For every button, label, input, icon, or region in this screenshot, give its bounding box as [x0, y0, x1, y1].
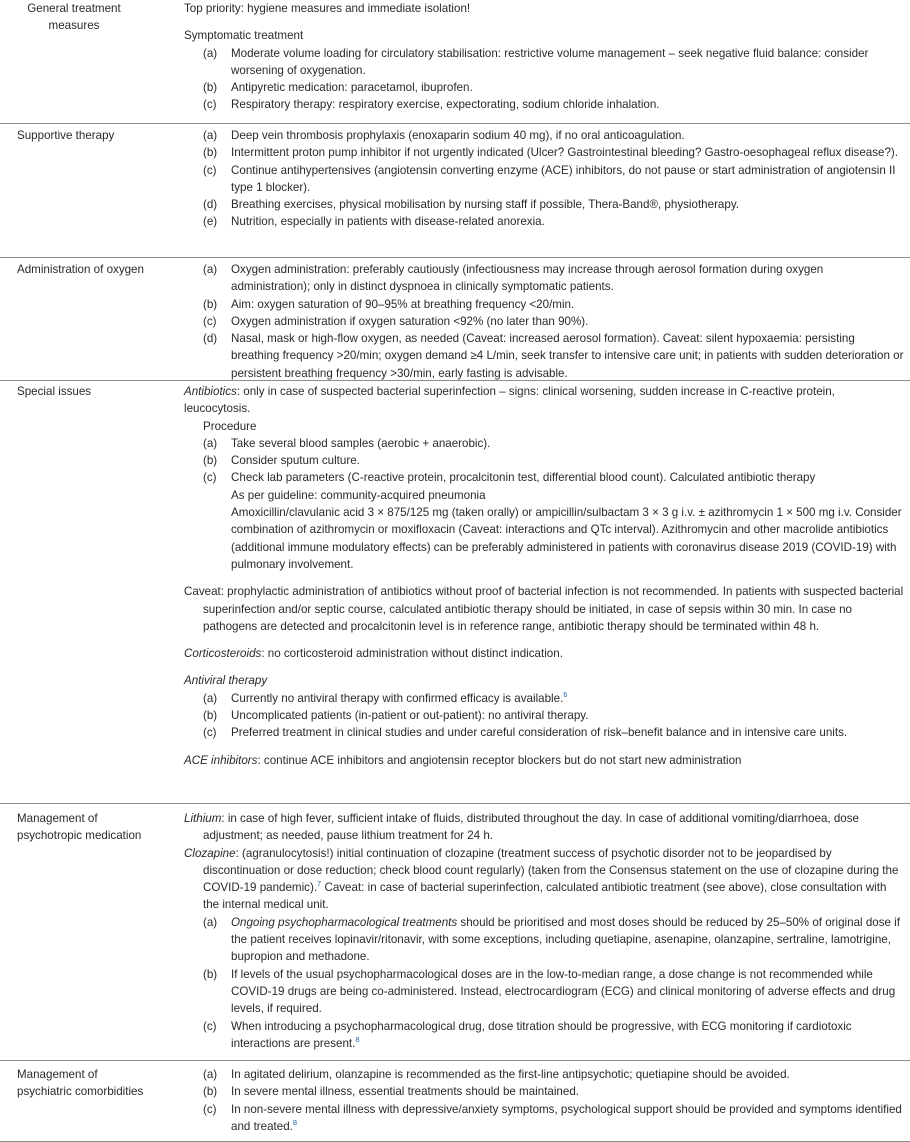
- item-label: (d): [203, 332, 218, 346]
- row-content: [184, 381, 904, 769]
- item-text: [231, 452, 904, 469]
- item-text: [231, 96, 904, 113]
- item-text: [231, 690, 904, 707]
- list-item: [184, 724, 904, 741]
- ace-term: ACE inhibitors: [184, 753, 258, 767]
- item-label: (b): [203, 81, 218, 95]
- reference-7[interactable]: 7: [317, 879, 322, 889]
- guideline-line: As per guideline: community-acquired pneumonia: [231, 488, 486, 502]
- item-body: Respiratory therapy: respiratory exercise, expectorating, sodium chloride inhalation.: [231, 98, 660, 112]
- row-psychiatric-comorbidities: [0, 1061, 910, 1142]
- list-item: [184, 96, 904, 113]
- reference-8[interactable]: 8: [292, 1117, 298, 1127]
- antibiotics-paragraph: [184, 383, 904, 418]
- item-body: Aim: oxygen saturation of 90–95% at breathing frequency <20/min.: [231, 297, 575, 311]
- item-text: [231, 469, 904, 486]
- item-label: (c): [203, 726, 217, 740]
- item-text: [231, 1066, 904, 1083]
- list-item: [184, 914, 904, 966]
- clozapine-caveat: Caveat: in case of bacterial superinfection, calculated antibiotic treatment (see above), close consultation with the internal medical unit.: [203, 881, 887, 912]
- item-body: When introducing a psychopharmacological drug, dose titration should be progressive, with ECG monitoring if cardiotoxic interactions are present.: [231, 1019, 852, 1050]
- list-item: [184, 79, 904, 96]
- list-item: [184, 966, 904, 1018]
- item-label: (b): [203, 1085, 218, 1099]
- row-special-issues: [0, 381, 910, 804]
- item-text: [231, 724, 904, 741]
- procedure-heading: Procedure: [203, 419, 257, 433]
- list-item: [184, 435, 904, 452]
- item-body: Nutrition, especially in patients with disease-related anorexia.: [231, 215, 545, 229]
- list-item: [184, 707, 904, 724]
- item-label: (d): [203, 198, 218, 212]
- item-label: (b): [203, 967, 218, 981]
- item-text: [231, 707, 904, 724]
- item-label: (b): [203, 146, 218, 160]
- item-label: (c): [203, 1019, 217, 1033]
- supportive-list: [184, 127, 904, 231]
- item-body: Breathing exercises, physical mobilisation by nursing staff if possible, Thera-Band®, physiotherapy.: [231, 198, 739, 212]
- row-label: General treatment measures: [27, 2, 121, 33]
- item-body: Intermittent proton pump inhibitor if not urgently indicated (Ulcer? Gastrointestinal bleeding? Gastro-oesophageal reflux disease?).: [231, 146, 899, 160]
- list-item: [184, 313, 904, 330]
- reference-6[interactable]: 6: [563, 689, 568, 699]
- item-body: In severe mental illness, essential treatments should be maintained.: [231, 1085, 579, 1099]
- item-text: [231, 1101, 904, 1136]
- list-item: [184, 452, 904, 469]
- item-label: (a): [203, 436, 218, 450]
- list-item: [184, 296, 904, 313]
- item-text: [231, 914, 904, 966]
- antiviral-heading-text: Antiviral therapy: [184, 674, 268, 688]
- list-item: [184, 1101, 904, 1136]
- list-item: [184, 144, 904, 161]
- antibiotics-term: Antibiotics: [184, 385, 237, 398]
- item-body: Deep vein thrombosis prophylaxis (enoxaparin sodium 40 mg), if no oral anticoagulation.: [231, 129, 685, 142]
- clozapine-text: : (agranulocytosis!) initial continuation of clozapine (treatment success of psychotic disorder not to be jeopardised by discontinuation or dose reduction; check blood count regularly) (taken from the Consensus statement on the use of clozapine during the COVID-19 pandemic).: [203, 846, 899, 895]
- reference-8[interactable]: 8: [355, 1034, 360, 1044]
- row-label: Management of psychiatric comorbidities: [17, 1068, 144, 1099]
- item-text: [231, 296, 904, 313]
- lithium-term: Lithium: [184, 812, 222, 825]
- row-content: [184, 124, 904, 231]
- ace-text: : continue ACE inhibitors and angiotensin receptor blockers but do not start new administration: [257, 753, 742, 767]
- item-text: [231, 144, 904, 161]
- item-text: [231, 330, 904, 382]
- row-supportive-therapy: [0, 124, 910, 258]
- item-text: [231, 45, 904, 80]
- procedure-list: [184, 435, 904, 487]
- row-psychotropic-medication: [0, 804, 910, 1061]
- symptomatic-heading: Symptomatic treatment: [184, 29, 304, 43]
- row-content: [184, 0, 904, 114]
- item-text: [231, 261, 904, 296]
- item-body: In agitated delirium, olanzapine is recommended as the first-line antipsychotic; quetiapine should be avoided.: [231, 1068, 790, 1081]
- list-item: [184, 1083, 904, 1100]
- item-label: (e): [203, 215, 218, 229]
- list-item: [184, 469, 904, 486]
- row-content: [184, 1061, 904, 1135]
- antibiotics-text: : only in case of suspected bacterial superinfection – signs: clinical worsening, sudden increase in C-reactive protein, leucocytosis.: [184, 385, 835, 416]
- item-label: (b): [203, 297, 218, 311]
- list-item: [184, 1018, 904, 1053]
- item-body: should be prioritised and most doses should be reduced by 25–50% of original dose if the patient receives lopinavir/ritonavir, with some exceptions, including quetiapine, asenapine, olanzapine, sertraline, lamotrigine, bupropion and methadone.: [231, 915, 900, 964]
- antiviral-list: [184, 690, 904, 742]
- item-text: [231, 1083, 904, 1100]
- comorbidities-list: [184, 1066, 904, 1135]
- item-body: Check lab parameters (C-reactive protein, procalcitonin test, differential blood count). Calculated antibiotic therapy: [231, 471, 816, 485]
- item-body: Continue antihypertensives (angiotensin converting enzyme (ACE) inhibitors, do not pause or start administration of angiotensin II type 1 blocker).: [231, 163, 896, 194]
- corticosteroids-text: : no corticosteroid administration without distinct indication.: [261, 647, 563, 661]
- list-item: [184, 330, 904, 382]
- item-label: (c): [203, 314, 217, 328]
- item-body: Antipyretic medication: paracetamol, ibuprofen.: [231, 81, 473, 95]
- item-text: [231, 213, 904, 230]
- oxygen-list: [184, 261, 904, 382]
- item-body: Oxygen administration if oxygen saturation <92% (no later than 90%).: [231, 314, 589, 328]
- list-item: [184, 162, 904, 197]
- list-item: [184, 261, 904, 296]
- item-label: (b): [203, 454, 218, 468]
- list-item: [184, 690, 904, 707]
- corticosteroids-paragraph: [184, 645, 904, 662]
- antibiotic-regimen: Amoxicillin/clavulanic acid 3 × 875/125 mg (taken orally) or ampicillin/sulbactam 3 × 3 g i.v. ± azithromycin 1 × 500 mg i.v. Consider combination of azithromycin or moxifloxacin (Caveat: interactions and QTc interval). Azithromycin and other macrolide antibiotics (additional immune modulatory effects) can be preferably administered in patients with coronavirus disease 2019 (COVID-19) with pulmonary involvement.: [231, 506, 902, 571]
- item-label: (c): [203, 471, 217, 485]
- list-item: [184, 1066, 904, 1083]
- item-label: (c): [203, 163, 217, 177]
- symptomatic-list: [184, 45, 904, 114]
- item-label: (c): [203, 1102, 217, 1116]
- item-label: (a): [203, 915, 218, 929]
- item-label: (b): [203, 709, 218, 723]
- item-body: Moderate volume loading for circulatory stabilisation: restrictive volume management – seek negative fluid balance: consider worsening of oxygenation.: [231, 46, 869, 77]
- item-text: [231, 1018, 904, 1053]
- row-label: Management of psychotropic medication: [17, 812, 142, 843]
- list-item: [184, 127, 904, 144]
- clozapine-paragraph: [184, 845, 904, 914]
- item-label: (a): [203, 46, 218, 60]
- item-label: (a): [203, 691, 218, 705]
- list-item: [184, 196, 904, 213]
- row-label: Special issues: [17, 385, 92, 398]
- item-body: Consider sputum culture.: [231, 454, 360, 468]
- antibiotics-caveat: Caveat: prophylactic administration of antibiotics without proof of bacterial infection is not recommended. In patients with suspected bacterial superinfection and/or septic course, calculated antibiotic therapy should be initiated, in case of sepsis within 30 min. In case no pathogens are detected and procalcitonin level is in reference range, antibiotic therapy should be terminated within 48 h.: [184, 585, 904, 633]
- clozapine-term: Clozapine: [184, 846, 236, 860]
- list-item: [184, 213, 904, 230]
- item-body: Uncomplicated patients (in-patient or out-patient): no antiviral therapy.: [231, 709, 589, 723]
- item-body: Currently no antiviral therapy with confirmed efficacy is available.: [231, 691, 564, 705]
- item-body: Oxygen administration: preferably cautiously (infectiousness may increase through aerosol formation during oxygen administration); only in distinct dyspnoea in clinically symptomatic patients.: [231, 263, 824, 294]
- item-body: Nasal, mask or high-flow oxygen, as needed (Caveat: increased aerosol formation). Caveat: silent hypoxaemia: persisting breathing frequency >20/min; oxygen demand ≥4 L/min, seek transfer to intensive care unit; in patients with sudden deterioration or persistent breathing frequency >30/min, early fasting is advisable.: [231, 332, 904, 380]
- item-text: [231, 435, 904, 452]
- item-text: [231, 127, 904, 144]
- item-body: Preferred treatment in clinical studies and under careful consideration of risk–benefit balance and in intensive care units.: [231, 726, 848, 740]
- row-oxygen: [0, 258, 910, 381]
- item-label: (a): [203, 1068, 218, 1081]
- item-body: Take several blood samples (aerobic + anaerobic).: [231, 436, 491, 450]
- item-text: [231, 196, 904, 213]
- row-label: Supportive therapy: [17, 129, 115, 142]
- lithium-text: : in case of high fever, sufficient intake of fluids, distributed throughout the day. In case of additional vomiting/diarrhoea, dose adjustment; as needed, pause lithium treatment for 24 h.: [203, 812, 859, 843]
- row-content: [184, 804, 904, 1052]
- item-label: (a): [203, 263, 218, 276]
- priority-text: Top priority: hygiene measures and immediate isolation!: [184, 2, 471, 15]
- item-label: (a): [203, 129, 218, 142]
- list-item: [184, 45, 904, 80]
- row-general-treatment: [0, 0, 910, 124]
- item-term: Ongoing psychopharmacological treatments: [231, 915, 458, 929]
- lithium-paragraph: [184, 810, 904, 845]
- corticosteroids-term: Corticosteroids: [184, 647, 262, 661]
- item-text: [231, 313, 904, 330]
- item-text: [231, 79, 904, 96]
- item-text: If levels of the usual psychopharmacological doses are in the low-to-median range, a dose change is not recommended while COVID-19 drugs are being co-administered. Instead, electrocardiogram (ECG) and clinical monitoring of adverse effects and drug levels, if required.: [231, 967, 896, 1016]
- row-label: Administration of oxygen: [17, 263, 144, 276]
- ace-paragraph: [184, 752, 904, 769]
- item-body: In non-severe mental illness with depressive/anxiety symptoms, psychological support should be provided and symptoms identified and treated.: [231, 1102, 902, 1133]
- antiviral-heading: [184, 672, 904, 689]
- item-text: [231, 162, 904, 197]
- row-content: [184, 258, 904, 382]
- item-label: (c): [203, 98, 217, 112]
